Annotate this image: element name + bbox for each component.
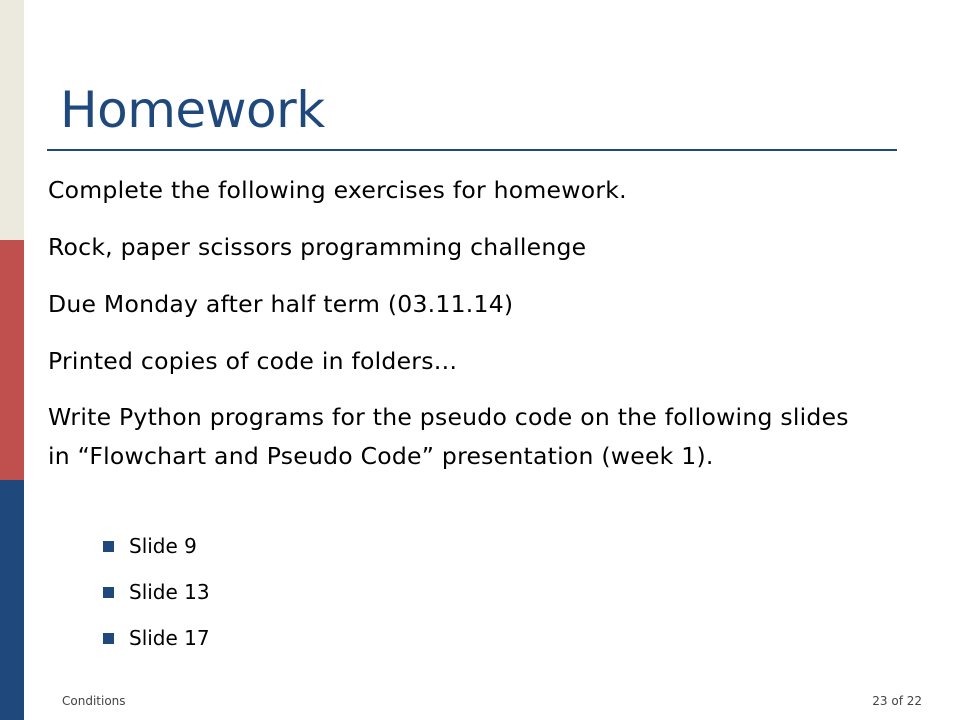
sub-bullet-list (103, 533, 210, 671)
decor-bar-red (0, 240, 24, 480)
bullet-item: Rock, paper scissors programming challenge (48, 233, 587, 261)
square-bullet-icon (103, 587, 114, 598)
decor-bar-beige (0, 0, 24, 240)
decor-bar-blue (0, 480, 24, 720)
sub-bullet-label: Slide 9 (129, 534, 197, 558)
sub-bullet-item (103, 625, 210, 651)
footer-page-number: 23 of 22 (872, 694, 922, 708)
slide-title: Homework (60, 81, 325, 139)
sub-bullet-label: Slide 17 (129, 626, 210, 650)
square-bullet-icon (103, 633, 114, 644)
square-bullet-icon (103, 541, 114, 552)
bullet-item: Printed copies of code in folders… (48, 347, 458, 375)
bullet-item: Write Python programs for the pseudo code on the following slides in “Flowchart and Pseudo Code” presentation (week 1). (48, 403, 849, 470)
footer-section-name: Conditions (62, 694, 126, 708)
title-divider (47, 149, 897, 151)
sub-bullet-label: Slide 13 (129, 580, 210, 604)
sub-bullet-item (103, 533, 210, 559)
bullet-item: Due Monday after half term (03.11.14) (48, 290, 514, 318)
bullet-list (48, 175, 878, 500)
bullet-item: Complete the following exercises for homework. (48, 176, 627, 204)
sub-bullet-item (103, 579, 210, 605)
